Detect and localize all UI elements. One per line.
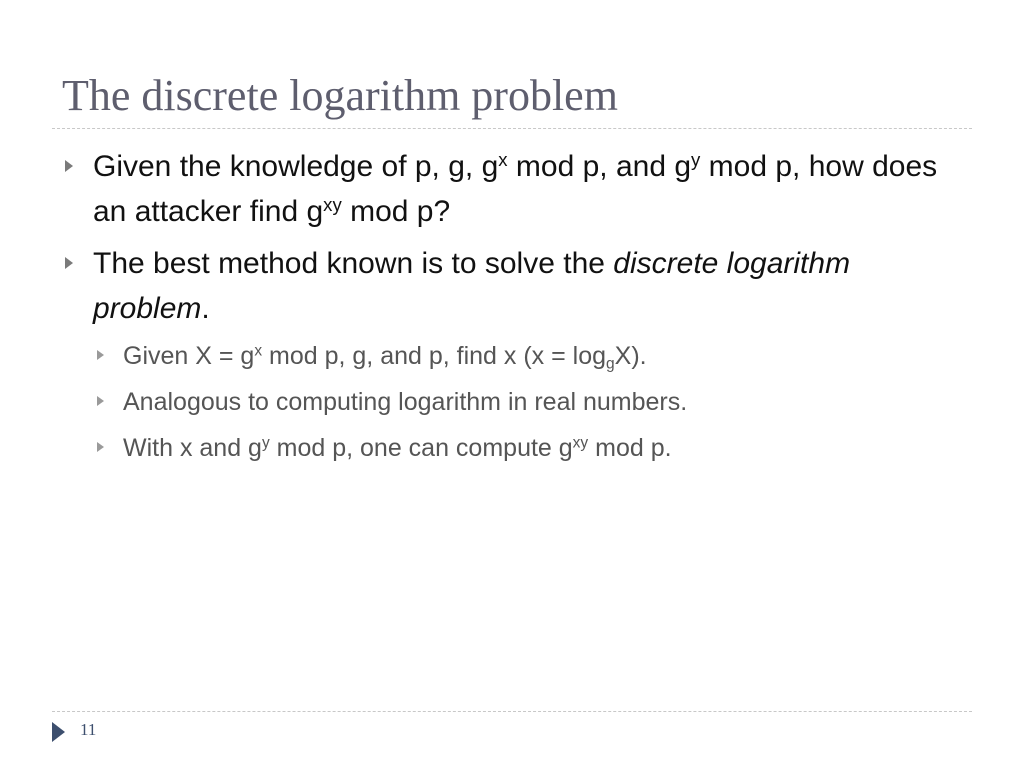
- footer-triangle-icon: [52, 722, 65, 742]
- footer-divider: [52, 711, 972, 712]
- bullet-arrow-icon: [65, 160, 73, 172]
- bullet-arrow-icon: [65, 257, 73, 269]
- bullet-item-1: Given the knowledge of p, g, $g^x$ mod p, and $g^y$ mod p, how does an attacker find $g^{xy}$ mod p?: [60, 144, 960, 234]
- sub-bullet-item-1: Given $X = g^x$ mod p, g, and p, find x $(x = \log_gX)$.: [60, 338, 960, 374]
- bullet-list: [60, 144, 960, 476]
- page-number: 11: [80, 720, 97, 739]
- sub-bullet-item-3: With x and $g^y$ mod p, one can compute $g^{xy}$ mod p.: [60, 430, 960, 466]
- bullet-item-2: The best method known is to solve the discrete logarithm problem.: [60, 241, 960, 331]
- sub-bullet-item-2: Analogous to computing logarithm in real numbers.: [60, 384, 960, 420]
- sub-bullet-arrow-icon: [97, 396, 104, 406]
- sub-bullet-arrow-icon: [97, 350, 104, 360]
- title-divider: [52, 128, 972, 129]
- sub-bullet-arrow-icon: [97, 442, 104, 452]
- slide-title: The discrete logarithm problem: [62, 71, 618, 120]
